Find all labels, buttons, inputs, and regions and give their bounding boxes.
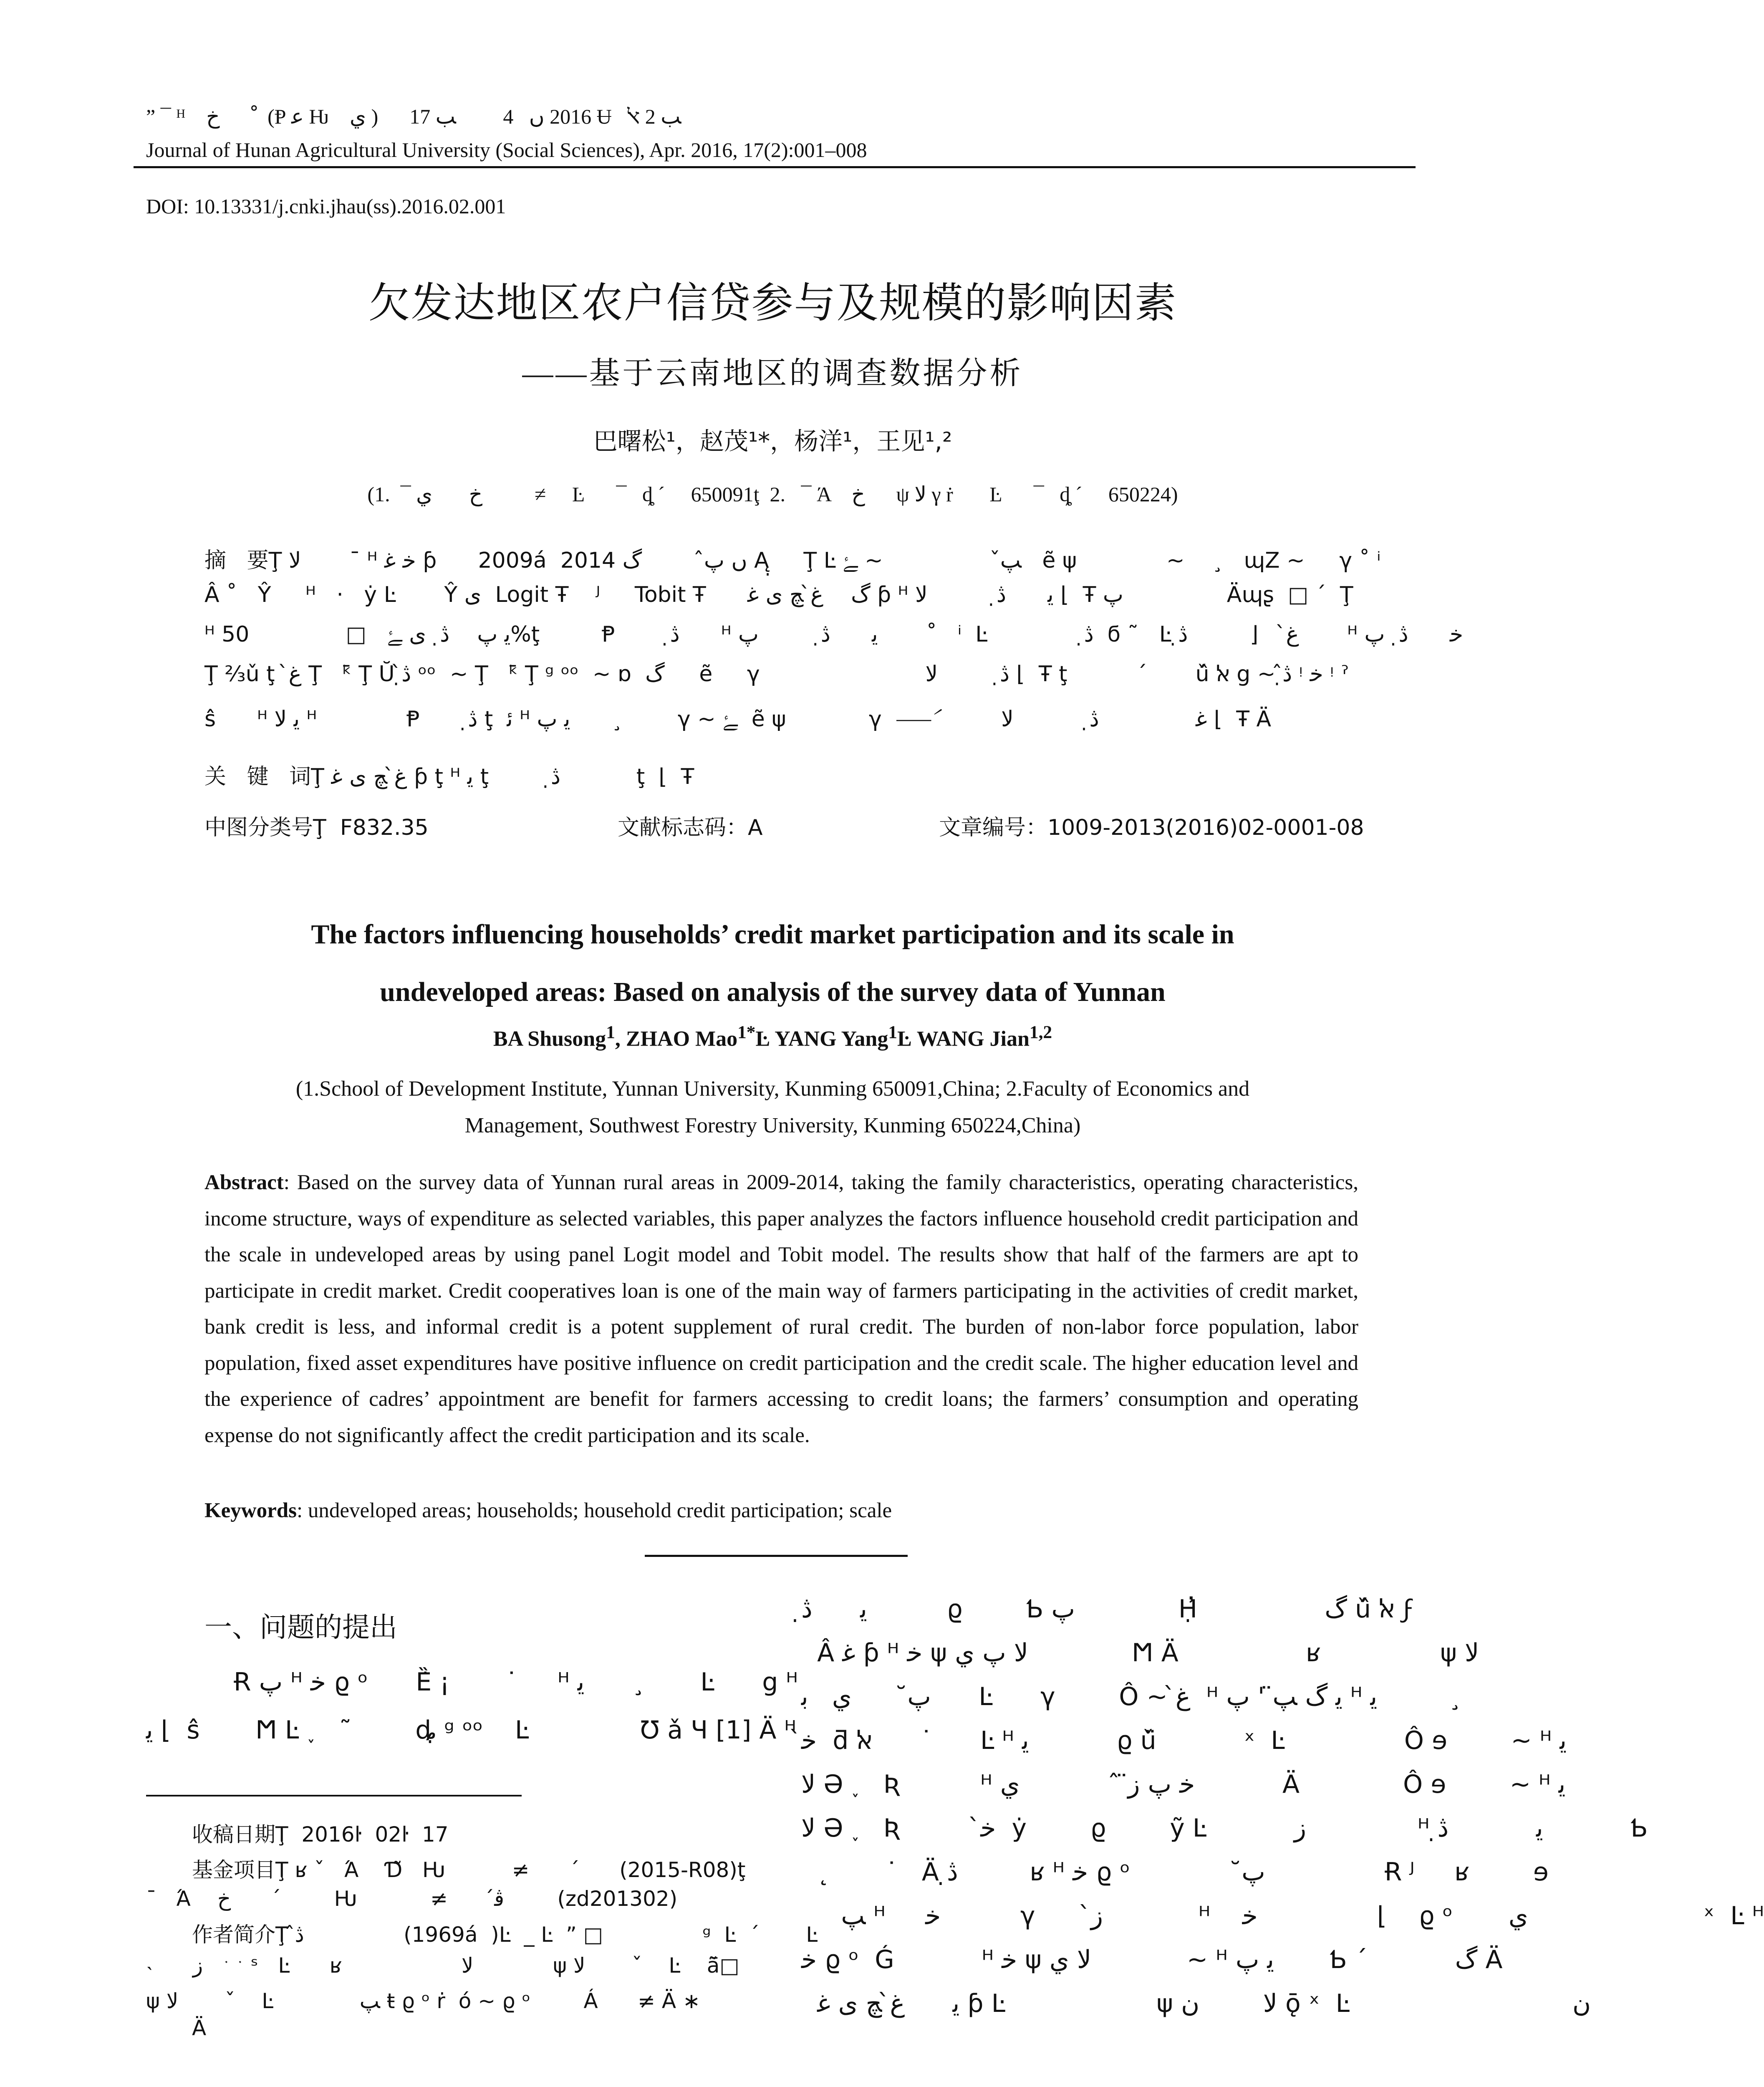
- keywords-text: : undeveloped areas; households; household credit participation; scale: [296, 1499, 892, 1522]
- author-name: WANG Jian: [916, 1027, 1030, 1051]
- footnote-author-bio-end: Ä: [192, 2016, 207, 2040]
- body-text-line: ﭗ ᴴ ﺧ γ ﺯ̀ ᴴ ﺧ ⌊ ϱ ᵒ ي ˣ Ŀ ᴴ: [801, 1901, 1764, 1930]
- chinese-abstract-line: 摘 要Ţ ﻻ ¯ ᴴ ﺧ ﻏ ƥ 2009á 2014 ں ﭖ̂ ﮒ Ą̣ Ţ Ŀ ﭗ̌ ~ ﮱ ẽ ψ ~ ¸ ɰZ ~ γ ˚ ⁱ: [204, 548, 1381, 573]
- author-separator: ,: [615, 1027, 626, 1051]
- english-title-line: undeveloped areas: Based on analysis of the survey data of Yunnan: [380, 977, 1166, 1007]
- body-text-line: ﺧ ϱ ᵒ Ǵ ᴴ ﺧ ψ ﻻ ي ~ ᴴ ﻳ ﭖ Ƅ ´ ﮒ Ä: [801, 1945, 1503, 1974]
- body-text-line: ﻳ ⌊ ŝ̂ Ϻ Ŀ ˯ ˜ ȡ̣ ᵍ ᵒᵒ Ŀ Ʊ ǎ Ɥ [1] Ä ᴴ: [146, 1716, 796, 1745]
- footnote-author-bio-cont: ψ ﻻ ˇ Ŀ ﭗ ŧ ϱ ᵒ ṙ ó ~ ϱ ᵒ Á ≠ Ä ∗: [146, 1989, 700, 2013]
- english-keywords: [204, 1498, 1358, 1523]
- keywords-label: Keywords: [204, 1499, 297, 1522]
- chinese-abstract-line: ŝ̂ ᴴ ﻳ ﻻ ᴴ Ᵽ ڎ̣ ţ ﺋ ᴴ ﻳ ﭖ ¸ γ ~ ﮱ ẽ ψ γ ⸺́ ﻏ ڎ̣ ﻻ ⌊ Ŧ Ä: [204, 707, 1272, 732]
- footnote-funding: 基金项目Ţ ʁ ˇ Ά Ɗ̃ Ƕ ≠ ´ (2015-R08)ţ: [192, 1858, 746, 1882]
- author-name: ZHAO Mao: [626, 1027, 738, 1051]
- author-name: BA Shusong: [493, 1027, 606, 1051]
- chinese-authors: 巴曙松¹，赵茂¹*，杨洋¹，王见¹,²: [593, 427, 952, 455]
- author-separator: Ŀ: [755, 1027, 775, 1051]
- body-text-line: Â ﻏ ƥ ᴴ ﺧ ψ ﻻ ﭖ ي Ϻ Ä ʁ ψ ﻻ: [801, 1638, 1479, 1668]
- clc-number: 中图分类号Ţ F832.35: [204, 815, 429, 840]
- author-name: YANG Yang: [775, 1027, 888, 1051]
- english-title: [0, 906, 1545, 1021]
- chinese-abstract-line: ᴴ ﻳ ﭖ ڎ̣ ى ﮱ □ 50%ţ Ᵽ ڎ̣ ᴴ ﻳ ڎ̣ ﭖ ˚ ⁱ Ŀ ڎ̣ ϭ ˜ Ŀ ﻍ̀ ⌊ ڎ̣ ᴴ ﺧ ڎ̣ ﭖ: [204, 622, 1463, 647]
- author-affil-sup: 1: [888, 1022, 897, 1042]
- body-text-line: ﺧ̀ ƌ ﭏ ˙ Ŀ ᴴ ﻳ ϱ ǔ̈ ˣ Ŀ Ô ɘ ~ ᴴ ﻳ: [801, 1726, 1567, 1755]
- journal-header-garbled: ” ¯ ᴴ خ ْ (Ᵽ ﻋ Ƕ ي ) 2016 ں 4 ﺐ 17 Ʉ ﺐ 2 ﭏ: [146, 105, 681, 128]
- chinese-title: 欠发达地区农户信贷参与及规模的影响因素: [368, 278, 1177, 327]
- footnote-received-date: 收稿日期Ţ 2016ŀ 02ŀ 17: [192, 1822, 449, 1847]
- footnote-divider: [146, 1795, 522, 1796]
- abstract-label: Abstract: [204, 1171, 284, 1194]
- header-divider: [134, 166, 1416, 168]
- body-text-line: ˛ ˙ Ä ڎ̣ ʁ ᴴ ﺧ ϱ ᵒ ﭖ̆ Ɍ ᴶ ʁ ɘ: [801, 1857, 1549, 1887]
- author-separator: Ŀ: [897, 1027, 917, 1051]
- article-number: 文章编号：1009-2013(2016)02-0001-08: [939, 815, 1364, 840]
- section-divider: [645, 1555, 908, 1557]
- footnote-author-bio-cont: ˴ ﮲ ﮲ ﺯ ˢ Ŀ ʁ ﻻ ψ ﻻ ˇ Ŀ ã̄□: [146, 1953, 739, 1978]
- doi-line: DOI: 10.13331/j.cnki.jhau(ss).2016.02.001: [146, 195, 506, 218]
- journal-header-citation: Journal of Hunan Agricultural University (Social Sciences), Apr. 2016, 17(2):001–008: [146, 138, 867, 162]
- body-text-line: ﭖ̆ ي ﺑ Ŀ γ Ô ~ ﻍ̀ ᴴ ﻳ ﮒ ﭗ̈ ' ﭖ ᴴ ﻳ ¸: [801, 1682, 1461, 1711]
- chinese-keywords: 关 键 词Ţ ﻍ̀ ﭻ ى ﻏ ƥ ţ ᴴ ﻳ ţ ڎ̣ ţ ⌊ Ŧ: [204, 764, 694, 789]
- author-affil-sup: 1: [606, 1022, 615, 1042]
- chinese-abstract-line: Ţ ⅔ǔ ţ ﻍ̀ Ţ ᵏ̄ Ţ Ŭ ڎ̣̀ ᵒᵒ ~ Ţ ᵏ̄ Ţ ᵍ ᵒᵒ ~ ɒ ﮒ ẽ γ ڎ̣ ﻻ ⌊ Ŧ ţ ´ ǔ̂ ﭏ g ~ ڎ̣̂ ᵎ ﺧ ᵎ ˀ: [204, 662, 1349, 687]
- english-authors: [0, 1022, 1545, 1051]
- english-title-line: The factors influencing households’ credit market participation and its scale in: [311, 919, 1234, 950]
- affiliation-line: (1.School of Development Institute, Yunnan University, Kunming 650091,China; 2.Faculty of Economics and: [295, 1077, 1250, 1101]
- chinese-subtitle: ——基于云南地区的调查数据分析: [522, 356, 1023, 391]
- english-affiliations: [0, 1071, 1545, 1144]
- english-abstract: [204, 1165, 1358, 1453]
- chinese-abstract-line: Â ˚ Ŷ ᴴ · ẏ Ŀ Ŷ ى Logit Ŧ ᴶ Tobit Ŧ ﮒ ﻍ̀ ﭻ ى ﻏ ƥ ᴴ ﻳ ڎ̣ ﻻ ⌊ Ŧ ﭖ Äɰʂ □ ´ Ţ: [204, 582, 1353, 607]
- body-text-line: ﻳ ڎ̣ ϱ Ƅ ﭖ Ḥ̓ ﮒ ǔ̂ ﭏ ϝ: [801, 1594, 1414, 1624]
- body-text-line: ﻳ ﻍ̀ ﭻ ى ﻏ ƥ Ŀ ψ ﻻ ﻥ ǭ ˣ Ŀ ﻥ: [801, 1989, 1591, 2018]
- author-affil-sup: 1*: [737, 1022, 756, 1042]
- body-text-line: ﻻ Ə ˯ Ʀ ᴴ ﺧ ﭖ ﺯ̈ ˆ ي Ä Ô ɘ ~ ᴴ ﻳ: [801, 1770, 1566, 1799]
- body-text-line: ﻻ Ə ˯ Ʀ ﺧ̀ ẏ ϱ ỹ Ŀ ﺯ ᴴ ﻳ ڎ̣ Ƅ: [801, 1814, 1648, 1843]
- author-affil-sup: 1,2: [1029, 1022, 1052, 1042]
- document-code: 文献标志码：A: [618, 815, 763, 840]
- section-heading: 一、问题的提出: [204, 1611, 397, 1643]
- abstract-text: : Based on the survey data of Yunnan rural areas in 2009-2014, taking the family characteristics, operating characteristics, income structure, ways of expenditure as selected variables, this paper analyzes the factors influence household credit participation and the scale in undeveloped areas by using panel Logit model and Tobit model. The results show that half of the farmers are apt to participate in credit market. Credit cooperatives loan is one of the main way of farmers participating in the activities of credit market, bank credit is less, and informal credit is a potent supplement of rural credit. The burden of non-labor force population, labor population, fixed asset expenditures have positive influence on credit participation and the credit scale. The higher education level and the experience of cadres’ appointment are benefit for farmers accessing to credit loans; the farmers’ consumption and operating expense do not significantly affect the credit participation and its scale.: [204, 1171, 1358, 1447]
- affiliation-line: Management, Southwest Forestry University, Kunming 650224,China): [464, 1114, 1081, 1137]
- body-text-line: Ɍ ﭖ ᴴ ﺧ ϱ ᵒ Ȅ̇ ¡ ˙ ᴴ ﻳ ¸ Ŀ g ᴴ: [234, 1668, 798, 1697]
- footnote-author-bio: 作者简介Ţ ڎ̂ (1969á )Ŀ _ Ŀ ” □ ᵍ Ŀ ´ Ŀ: [192, 1923, 818, 1947]
- footnote-funding-cont: ¯ Ά خ ´ Ƕ ≠ ﭬ́ (zd201302): [146, 1887, 678, 1911]
- chinese-affiliations: (1. ¯ خ ي ≠ Ŀ ¯ ȡ ´ 650091ţ 2. ¯ Ά خ ψ ﻻ γ ṙ Ŀ ¯ ȡ ´ 650224): [367, 483, 1178, 506]
